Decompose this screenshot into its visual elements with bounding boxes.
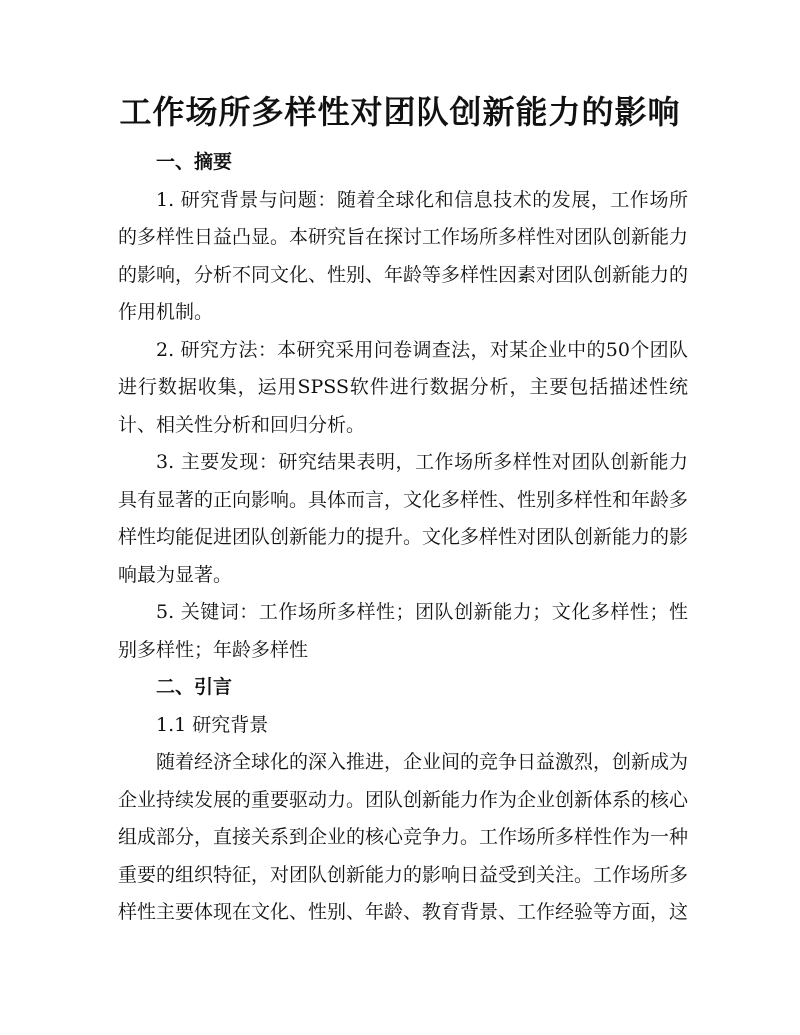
abstract-paragraph-background: 1. 研究背景与问题：随着全球化和信息技术的发展，工作场所的多样性日益凸显。本研究旨在探讨工作场所多样性对团队创新能力的影响，分析不同文化、性别、年龄等多样性因素对团队创新能力的作用机制。	[118, 188, 689, 323]
subsection-heading-background: 1.1 研究背景	[156, 713, 269, 736]
introduction-paragraph: 随着经济全球化的深入推进，企业间的竞争日益激烈，创新成为企业持续发展的重要驱动力。团队创新能力作为企业创新体系的核心组成部分，直接关系到企业的核心竞争力。工作场所多样性作为一种重要的组织特征，对团队创新能力的影响日益受到关注。工作场所多样性主要体现在文化、性别、年龄、教育背景、工作经验等方面，这	[118, 751, 689, 923]
abstract-paragraph-keywords: 5. 关键词：工作场所多样性；团队创新能力；文化多样性；性别多样性；年龄多样性	[118, 601, 688, 661]
section-heading-introduction: 二、引言	[156, 676, 233, 698]
section-heading-abstract: 一、摘要	[156, 151, 233, 173]
abstract-paragraph-findings: 3. 主要发现：研究结果表明，工作场所多样性对团队创新能力具有显著的正向影响。具体而言，文化多样性、性别多样性和年龄多样性均能促进团队创新能力的提升。文化多样性对团队创新能力的影响最为显著。	[118, 451, 689, 586]
document-body	[118, 144, 688, 932]
abstract-paragraph-method: 2. 研究方法：本研究采用问卷调查法，对某企业中的50个团队进行数据收集，运用SPSS软件进行数据分析，主要包括描述性统计、相关性分析和回归分析。	[118, 338, 688, 436]
document-title: 工作场所多样性对团队创新能力的影响	[119, 93, 681, 131]
